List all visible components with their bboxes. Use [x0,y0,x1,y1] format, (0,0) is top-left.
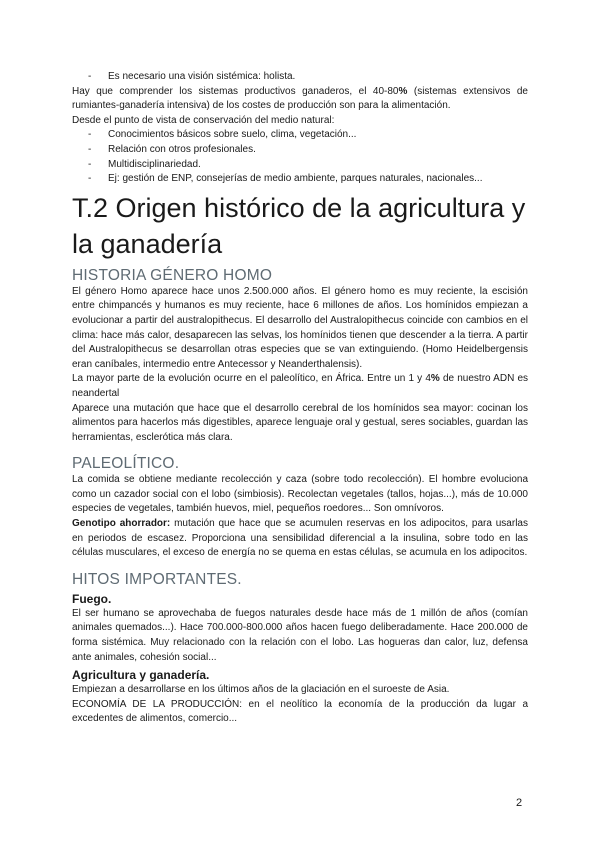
historia-paragraph-3: Aparece una mutación que hace que el desarrollo cerebral de los homínidos sea mayor: cocinan los alimentos para hacerlos más digestibles, aparece lenguaje oral y gestual, seres sociables, guardan las herramientas, esclerótica más clara. [72,402,528,443]
intro-bullet-list [72,128,528,186]
chapter-title: T.2 Origen histórico de la agricultura y la ganadería [72,192,526,259]
list-item: - Multidisciplinariedad. [72,158,528,173]
page-number: 2 [516,797,523,809]
agricultura-paragraph-2: ECONOMÍA DE LA PRODUCCIÓN: en el neolítico la economía de la producción da lugar a excedentes de alimentos, comercio... [72,698,528,725]
historia-paragraph-2 [72,372,528,401]
list-item: - Es necesario una visión sistémica: holista. [72,70,528,85]
paleolitico-paragraph-2 [72,517,528,561]
list-item: - Relación con otros profesionales. [72,143,528,158]
text-run: La mayor parte de la evolución ocurre en el paleolítico, en África. Entre un 1 y 4 [72,373,431,385]
agricultura-paragraph-1: Empiezan a desarrollarse en los últimos años de la glaciación en el suroeste de Asia. [72,684,450,696]
percent-sign: % [430,373,440,385]
section-heading-paleolitico: PALEOLÍTICO. [72,455,180,473]
paleolitico-paragraph-1: La comida se obtiene mediante recolección y caza (sobre todo recolección). El hombre evoluciona como un cazador social con el lobo (simbiosis). Recolectan vegetales (tallos, hojas...), más de 10.000 especies de vegetales, también huevos, miel, pequeños roedores... Son omnívoros. [72,474,528,515]
intro-paragraph-2: Desde el punto de vista de conservación del medio natural: [72,114,335,126]
term-genotipo: Genotipo ahorrador: [72,518,171,530]
subheading-fuego: Fuego. [72,591,112,606]
percent-sign: % [398,85,408,97]
text-run: Hay que comprender los sistemas productivos ganaderos, el 40-80 [72,85,399,97]
section-heading-hitos: HITOS IMPORTANTES. [72,570,242,588]
intro-paragraph [72,85,528,114]
section-heading-historia: HISTORIA GÉNERO HOMO [72,266,273,284]
list-item: - Conocimientos básicos sobre suelo, clima, vegetación... [72,128,528,143]
list-item: - Ej: gestión de ENP, consejerías de medio ambiente, parques naturales, nacionales... [72,172,528,187]
subheading-agricultura: Agricultura y ganadería. [72,668,210,683]
text-run: (sistemas extensivos de rumiantes-ganadería intensiva) de los costes de producción son para la alimentación. [72,85,528,112]
fuego-paragraph: El ser humano se aprovechaba de fuegos naturales desde hace más de 1 millón de años (comían animales quemados...). Hace 700.000-800.000 años hacen fuego deliberadamente. Hace 200.000 de forma sistémica. Muy relacionado con la relación con el lobo. Las hogueras dan calor, luz, defensa ante animales, cohesión social... [72,607,528,663]
historia-paragraph-1: El género Homo aparece hace unos 2.500.000 años. El género homo es muy reciente, la escisión entre chimpancés y humanos es muy reciente, hace 6 millones de años. Los homínidos empiezan a evolucionar a partir del australopithecus. El desarrollo del Australopithecus coincide con cambios en el clima: hace más calor, desaparecen las selvas, los homínidos tienen que descender a la tierra. A partir del Australopithecus se desarrollan otras especies que se van extinguiendo. (Homo Heidelbergensis eran caníbales, intermedio entre Antecessor y Neanderthalensis). [72,285,528,370]
intro-top-list [72,70,528,85]
document-page [72,70,528,727]
text-run: de nuestro ADN es neandertal [72,373,529,399]
text-run: mutación que hace que se acumulen reservas en los adipocitos, para usarlas en periodos de escasez. Proporciona una sensibilidad diferencial a la insulina, sobre todo en las células musculares, el exceso de energía no se quema en estas células, se acumula en los adipocitos. [72,518,528,559]
